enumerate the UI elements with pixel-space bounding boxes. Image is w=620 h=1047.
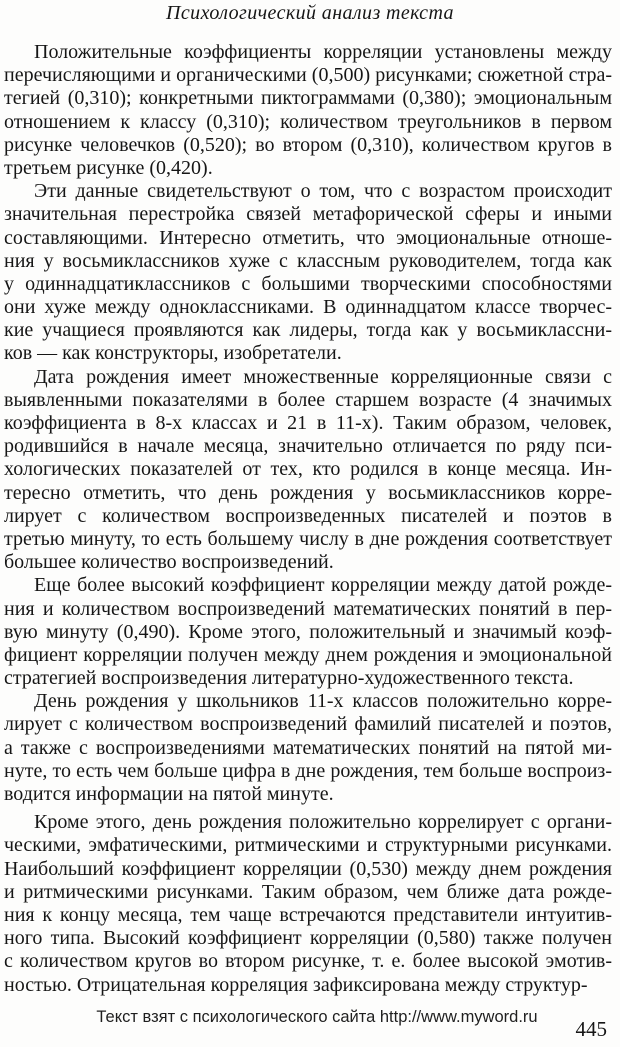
- text-line: хологических показателей от тех, кто родился в конце месяца. Ин-: [4, 458, 612, 481]
- text-line: ного типа. Высокий коэффициент корреляции (0,580) также получен: [4, 927, 612, 950]
- text-line: Еще более высокий коэффициент корреляции между датой рожде-: [34, 574, 612, 597]
- footer-note: Текст взят с психологического сайта http://www.myword.ru: [96, 1008, 538, 1026]
- paragraph: [4, 574, 612, 690]
- text-line: нуте, то есть чем больше цифра в дне рождения, тем больше воспроиз-: [4, 759, 612, 782]
- text-line: тересно отметить, что день рождения у восьмиклассников корре-: [4, 481, 612, 504]
- text-line: третьем рисунке (0,420).: [4, 156, 213, 179]
- paragraph: [4, 41, 612, 180]
- text-line: ния к концу месяца, тем чаще встречаются представители интуитив-: [4, 903, 612, 926]
- text-line: стратегией воспроизведения литературно-художественного текста.: [4, 667, 574, 690]
- text-line: они хуже между одноклассниками. В одиннадцатом классе творчес-: [4, 296, 612, 319]
- paragraph: [4, 180, 612, 366]
- text-line: День рождения у школьников 11-х классов положительно корре-: [34, 690, 612, 713]
- text-line: ческими, эмфатическими, ритмическими и структурными рисунками.: [4, 834, 612, 857]
- paragraph: [4, 690, 612, 806]
- body-text: [4, 41, 612, 997]
- text-line: Наибольший коэффициент корреляции (0,530) между днем рождения: [4, 857, 612, 880]
- text-line: а также с воспроизведениями математических понятий на пятой ми-: [4, 736, 612, 759]
- page-number: 445: [575, 1017, 607, 1041]
- text-line: отношением к классу (0,310); количеством треугольников в первом: [4, 110, 612, 133]
- text-line: перечисляющими и органическими (0,500) рисунками; сюжетной стра-: [4, 64, 612, 87]
- text-line: большее количество воспроизведений.: [4, 551, 334, 574]
- text-line: коэффициента в 8-х классах и 21 в 11-х). Таким образом, человек,: [4, 412, 612, 434]
- text-line: вую минуту (0,490). Кроме этого, положительный и значимый коэф-: [4, 620, 612, 643]
- text-line: составляющими. Интересно отметить, что эмоциональные отноше-: [4, 226, 612, 249]
- text-line: ностью. Отрицательная корреляция зафиксирована между структур-: [4, 973, 588, 996]
- text-line: фициент корреляции получен между днем рождения и эмоциональной: [4, 643, 612, 666]
- text-line: ния у восьмиклассников хуже с классным руководителем, тогда как: [4, 249, 612, 272]
- text-line: Положительные коэффициенты корреляции установлены между: [34, 41, 612, 63]
- text-line: Дата рождения имеет множественные корреляционные связи с: [34, 365, 612, 388]
- text-line: выявленными показателями в более старшем возрасте (4 значимых: [4, 388, 612, 411]
- text-line: лирует с количеством воспроизведенных писателей и поэтов в: [4, 504, 612, 527]
- page-header: Психологический анализ текста: [166, 2, 454, 24]
- text-line: с количеством кругов во втором рисунке, т. е. более высокой эмотив-: [4, 950, 612, 973]
- text-line: рисунке человечков (0,520); во втором (0,310), количеством кругов в: [4, 133, 612, 156]
- text-line: у одиннадцатиклассников с большими творческими способностями: [4, 272, 612, 295]
- text-line: лирует с количеством воспроизведений фамилий писателей и поэтов,: [4, 713, 612, 736]
- text-line: и ритмическими рисунками. Таким образом, чем ближе дата рожде-: [4, 880, 612, 903]
- text-line: значительная перестройка связей метафорической сферы и иными: [4, 203, 612, 226]
- text-line: тегией (0,310); конкретными пиктограммами (0,380); эмоциональным: [4, 87, 612, 110]
- text-line: Эти данные свидетельствуют о том, что с возрастом происходит: [34, 180, 612, 203]
- text-line: кие учащиеся проявляются как лидеры, тогда как у восьмиклассни-: [4, 319, 612, 342]
- text-line: родившийся в начале месяца, значительно отличается по ряду пси-: [4, 435, 612, 458]
- text-line: Кроме этого, день рождения положительно коррелирует с органи-: [34, 811, 612, 834]
- text-line: водится информации на пятой минуте.: [4, 783, 334, 805]
- text-line: третью минуту, то есть большему числу в дне рождения соответствует: [4, 527, 612, 550]
- text-line: ния и количеством воспроизведений математических понятий в пер-: [4, 597, 612, 620]
- paragraph: [4, 366, 612, 575]
- paragraph: [4, 811, 612, 997]
- text-line: ков — как конструкторы, изобретатели.: [4, 342, 342, 365]
